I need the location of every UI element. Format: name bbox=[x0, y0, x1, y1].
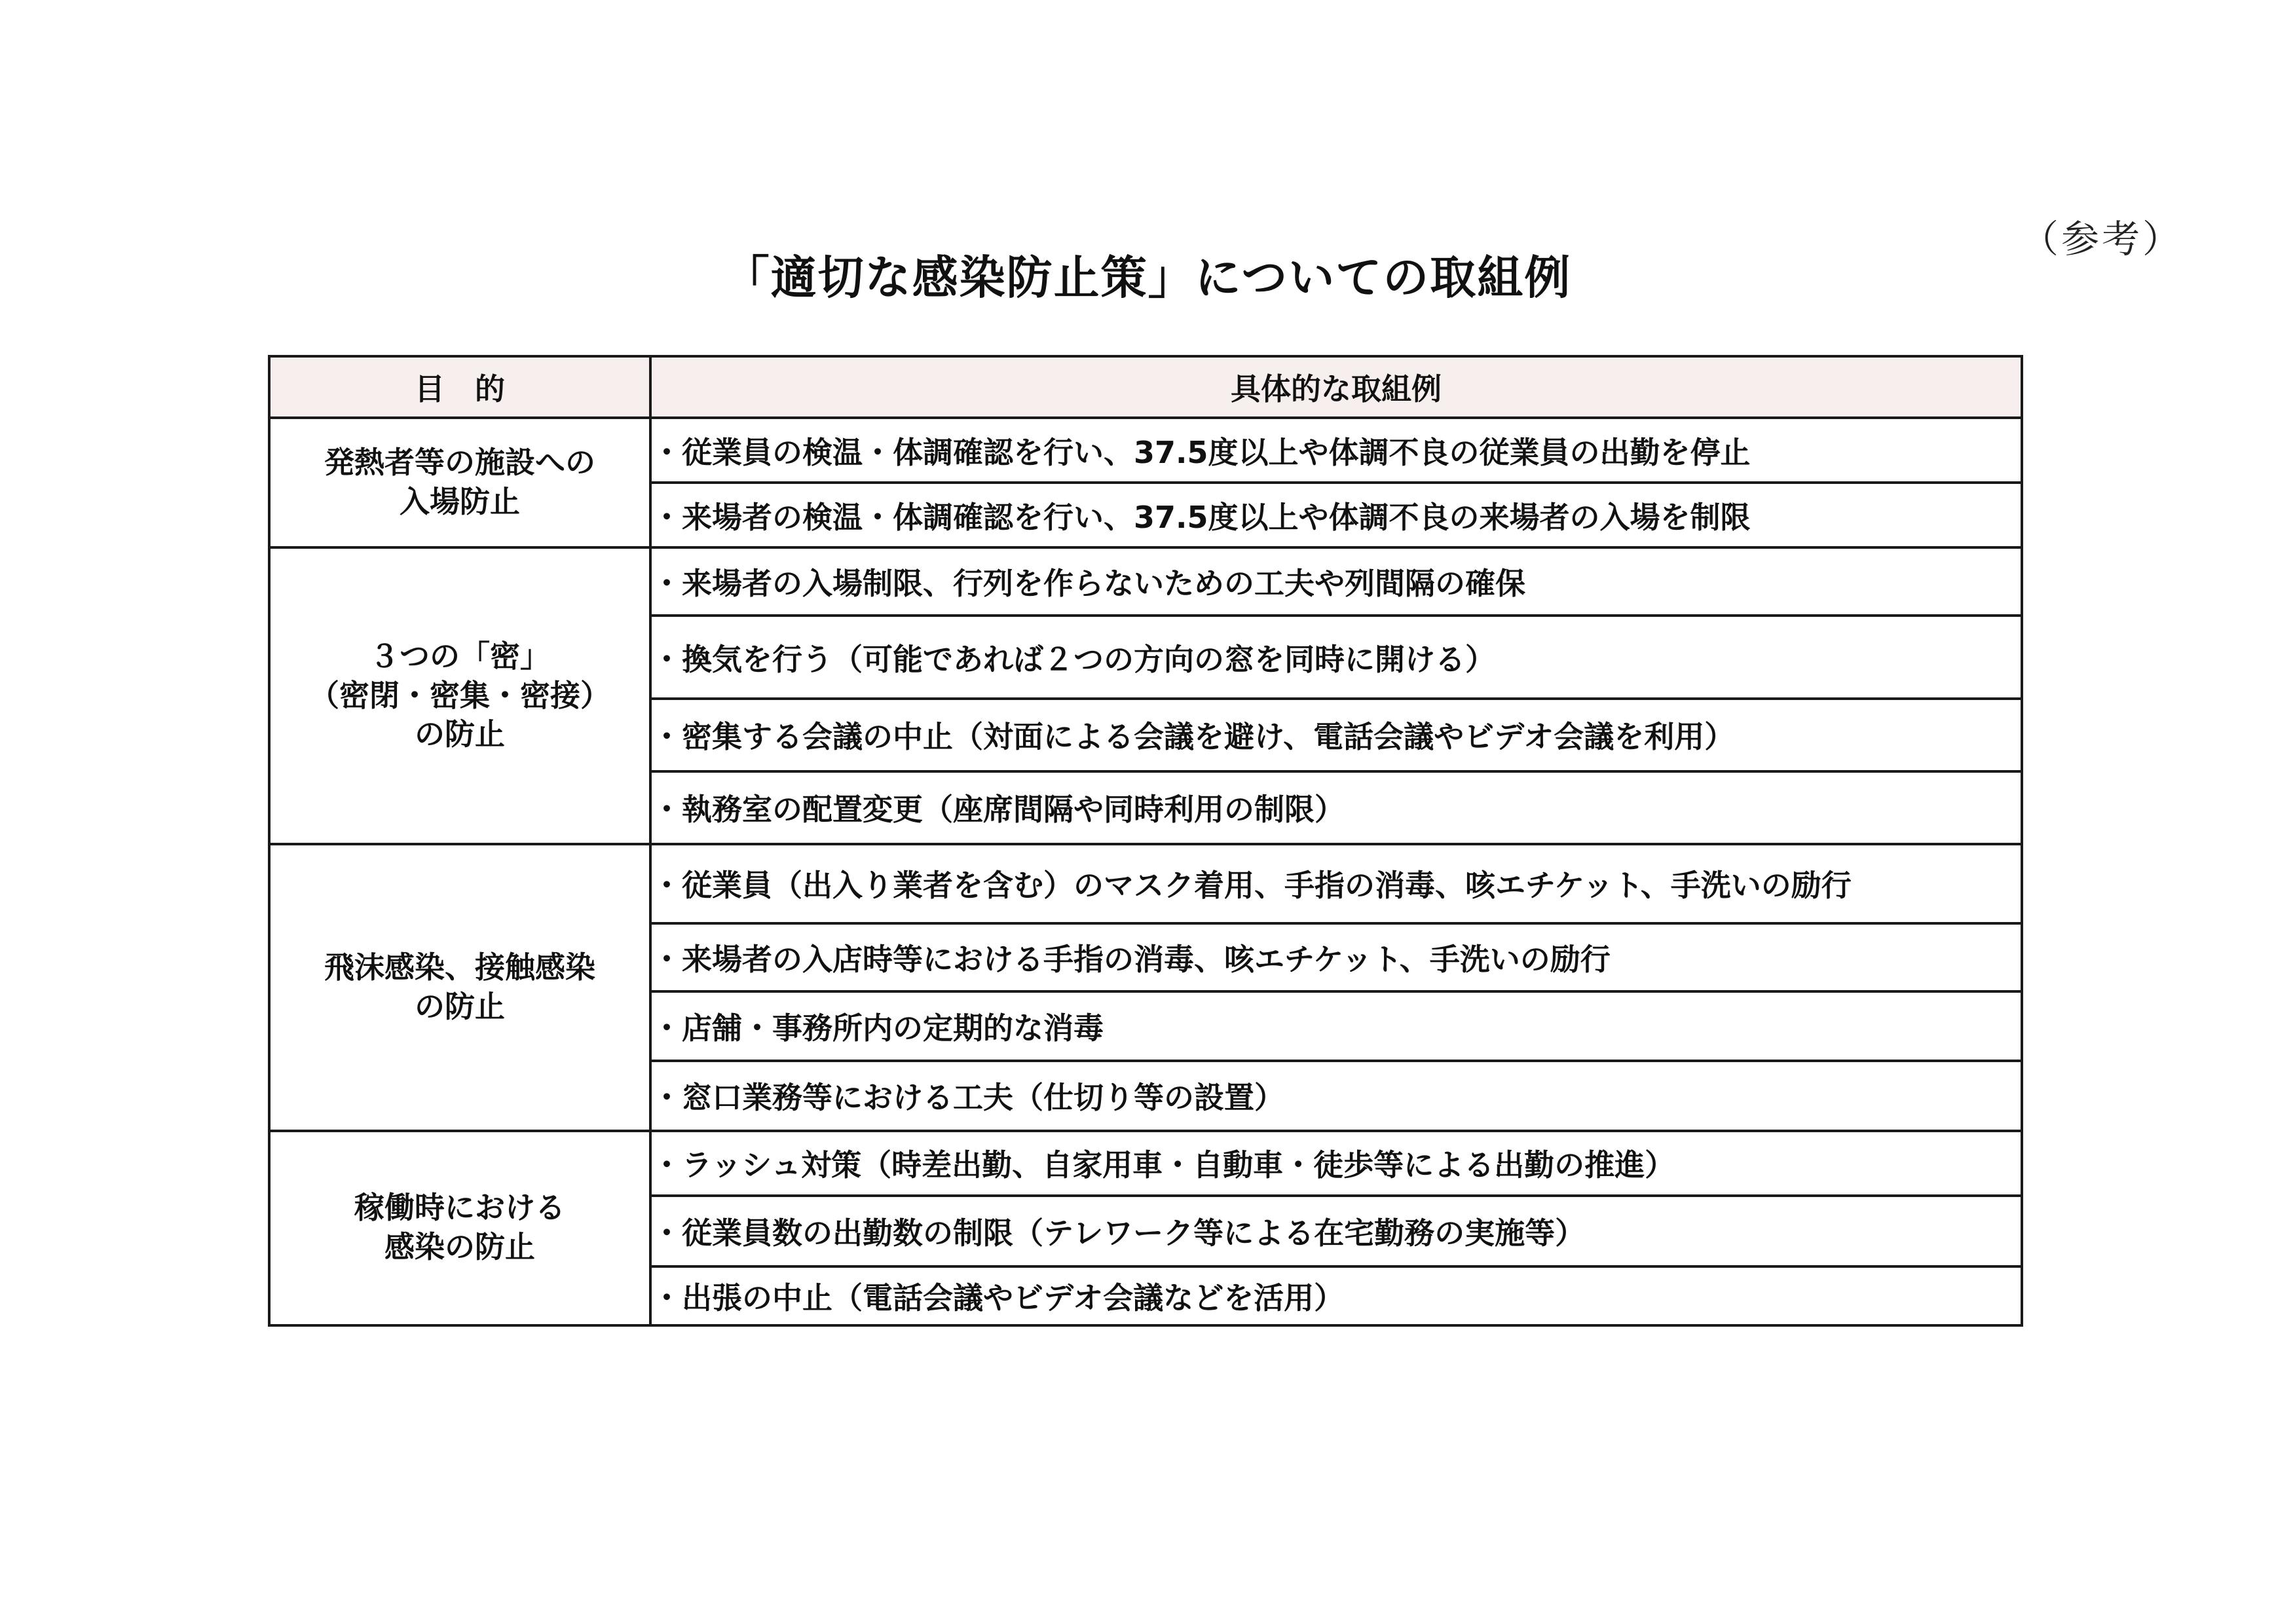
example-cell: ・密集する会議の中止（対面による会議を避け、電話会議やビデオ会議を利用） bbox=[650, 699, 2022, 771]
example-cell: ・従業員の検温・体調確認を行い、37.5度以上や体調不良の従業員の出勤を停止 bbox=[650, 418, 2022, 483]
measures-table-container bbox=[268, 355, 2023, 1327]
example-cell: ・来場者の入場制限、行列を作らないための工夫や列間隔の確保 bbox=[650, 547, 2022, 616]
measures-table bbox=[268, 355, 2023, 1327]
example-cell: ・ラッシュ対策（時差出勤、自家用車・自動車・徒歩等による出勤の推進） bbox=[650, 1131, 2022, 1196]
example-cell: ・来場者の検温・体調確認を行い、37.5度以上や体調不良の来場者の入場を制限 bbox=[650, 483, 2022, 547]
example-cell: ・換気を行う（可能であれば２つの方向の窓を同時に開ける） bbox=[650, 616, 2022, 698]
example-cell: ・従業員（出入り業者を含む）のマスク着用、手指の消毒、咳エチケット、手洗いの励行 bbox=[650, 844, 2022, 923]
header-purpose: 目 的 bbox=[269, 356, 650, 418]
table-row bbox=[269, 1131, 2022, 1196]
table-header-row bbox=[269, 356, 2022, 418]
table-row bbox=[269, 844, 2022, 923]
table-row bbox=[269, 547, 2022, 616]
document-title: 「適切な感染防止策」についての取組例 bbox=[723, 251, 1572, 304]
example-cell: ・出張の中止（電話会議やビデオ会議などを活用） bbox=[650, 1266, 2022, 1325]
purpose-cell: 発熱者等の施設への 入場防止 bbox=[269, 418, 650, 547]
example-cell: ・来場者の入店時等における手指の消毒、咳エチケット、手洗いの励行 bbox=[650, 923, 2022, 991]
reference-note: （参考） bbox=[2021, 217, 2184, 261]
example-cell: ・窓口業務等における工夫（仕切り等の設置） bbox=[650, 1061, 2022, 1130]
example-cell: ・店舗・事務所内の定期的な消毒 bbox=[650, 991, 2022, 1061]
example-cell: ・執務室の配置変更（座席間隔や同時利用の制限） bbox=[650, 771, 2022, 844]
purpose-cell: 稼働時における 感染の防止 bbox=[269, 1131, 650, 1326]
example-cell: ・従業員数の出勤数の制限（テレワーク等による在宅勤務の実施等） bbox=[650, 1196, 2022, 1266]
purpose-cell: 飛沫感染、接触感染 の防止 bbox=[269, 844, 650, 1131]
table-row bbox=[269, 418, 2022, 483]
header-examples: 具体的な取組例 bbox=[650, 356, 2022, 418]
purpose-cell: ３つの「密」 （密閉・密集・密接） の防止 bbox=[269, 547, 650, 844]
